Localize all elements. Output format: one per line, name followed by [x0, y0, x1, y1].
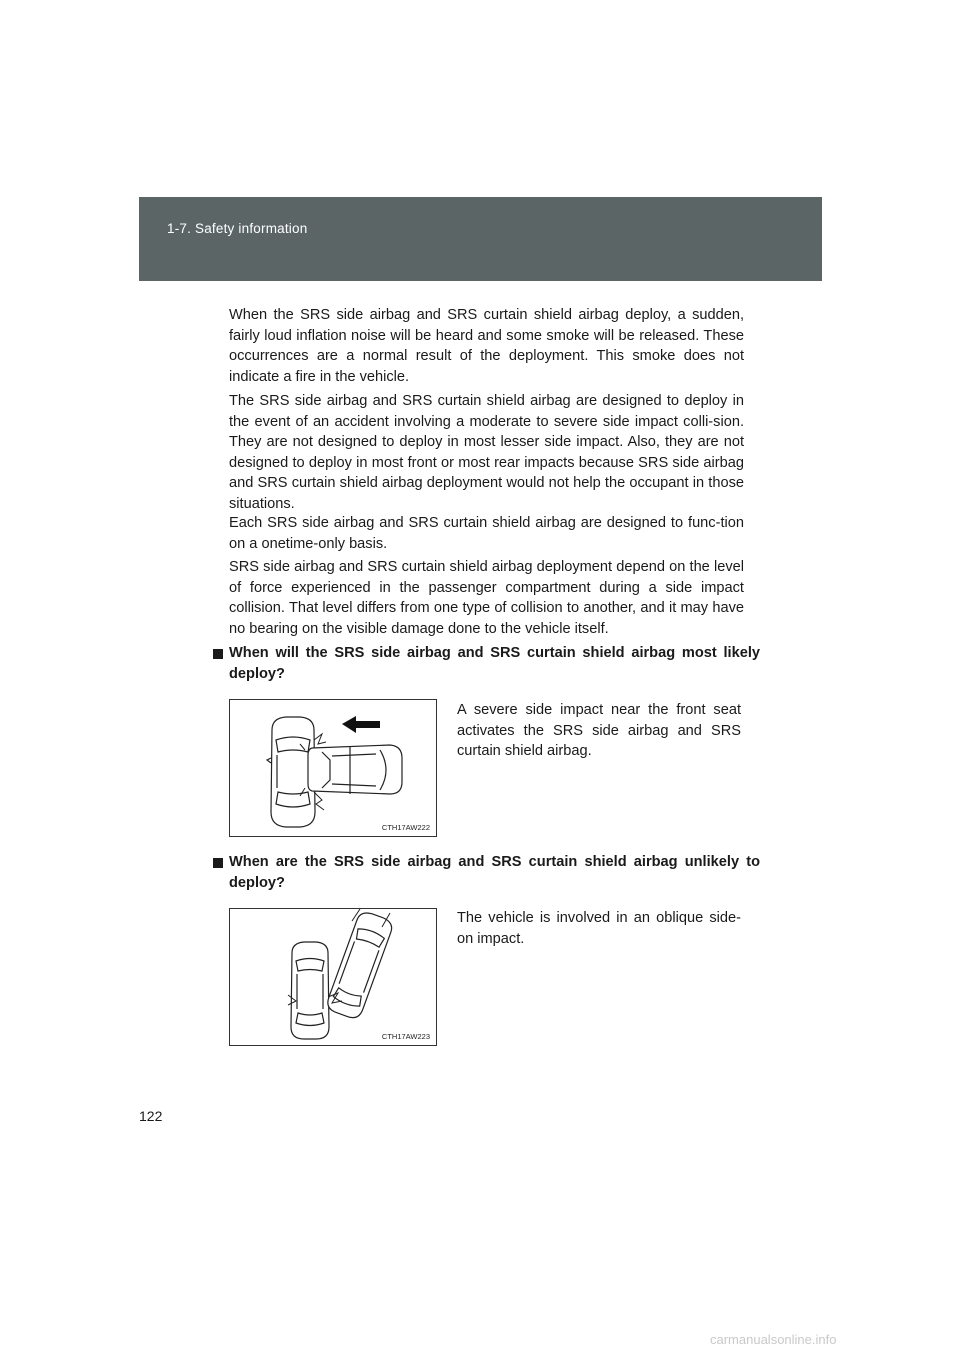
figure-oblique-impact: [229, 908, 437, 1046]
paragraph-deploy-conditions: The SRS side airbag and SRS curtain shield airbag are designed to deploy in the event of an accident involving a moderate to severe side impact colli-sion. They are not designed to deploy in most lesser side impact. Also, they are not designed to deploy in most front or most rear impacts because SRS side airbag and SRS curtain shield airbag deployment would not help the occupant in those situations.: [229, 393, 744, 512]
watermark-text: carmanualsonline.info: [710, 1332, 837, 1347]
square-bullet-icon: [213, 649, 223, 659]
heading-likely-deploy: [213, 643, 760, 684]
section-header-band: [139, 197, 822, 281]
heading-unlikely-deploy-text: When are the SRS side airbag and SRS curtain shield airbag unlikely to deploy?: [229, 854, 760, 891]
figure-code: CTH17AW223: [381, 1032, 430, 1041]
paragraph-onetime: Each SRS side airbag and SRS curtain shield airbag are designed to func-tion on a onetime-only basis.: [229, 515, 744, 552]
paragraph-deploy-noise: When the SRS side airbag and SRS curtain shield airbag deploy, a sudden, fairly loud inflation noise will be heard and some smoke will be released. These occurrences are a normal result of the deployment. This smoke does not indicate a fire in the vehicle.: [229, 307, 744, 385]
square-bullet-icon: [213, 858, 223, 868]
paragraph-force-level: SRS side airbag and SRS curtain shield airbag deployment depend on the level of force experienced in the passenger compartment during a side impact collision. That level differs from one type of collision to another, and it may have no bearing on the visible damage done to the vehicle itself.: [229, 559, 744, 637]
figure-side-impact: [229, 699, 437, 837]
caption-oblique-impact: The vehicle is involved in an oblique side-on impact.: [457, 910, 741, 947]
figure-code: CTH17AW222: [381, 823, 430, 832]
page-number: 122: [139, 1108, 163, 1124]
caption-side-impact: A severe side impact near the front seat activates the SRS side airbag and SRS curtain shield airbag.: [457, 702, 741, 760]
side-impact-illustration: [230, 700, 436, 836]
heading-likely-deploy-text: When will the SRS side airbag and SRS curtain shield airbag most likely deploy?: [229, 645, 760, 682]
oblique-impact-illustration: [230, 909, 436, 1045]
section-title: 1-7. Safety information: [167, 221, 308, 236]
heading-unlikely-deploy: [213, 852, 760, 893]
